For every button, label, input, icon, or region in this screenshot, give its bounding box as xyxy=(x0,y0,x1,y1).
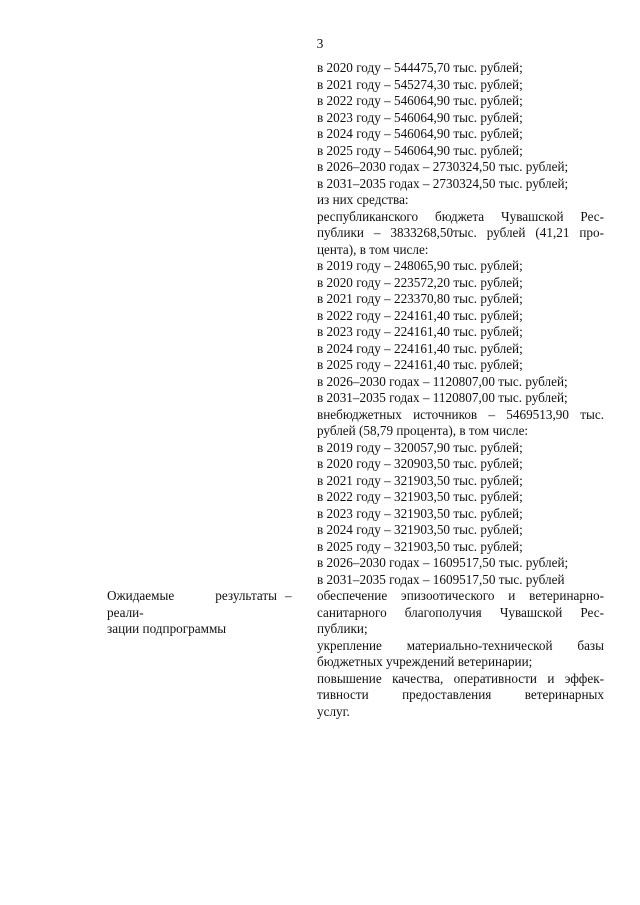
finance-line: цента), в том числе: xyxy=(317,241,429,257)
label-line: зации подпрограммы xyxy=(107,621,227,636)
finance-line: республиканского бюджета Чувашской Рес- xyxy=(317,208,604,224)
finance-line: в 2020 году – 223572,20 тыс. рублей; xyxy=(317,274,523,290)
finance-line: публики – 3833268,50тыс. рублей (41,21 про- xyxy=(317,225,604,240)
finance-line: в 2025 году – 321903,50 тыс. рублей; xyxy=(317,538,523,554)
finance-line: в 2019 году – 248065,90 тыс. рублей; xyxy=(317,258,523,273)
result-line: санитарного благополучия Чувашской Рес- xyxy=(317,604,604,620)
result-line: обеспечение эпизоотического и ветеринарно- xyxy=(317,588,604,603)
finance-line: в 2023 году – 546064,90 тыс. рублей; xyxy=(317,109,523,125)
finance-line: в 2020 году – 544475,70 тыс. рублей; xyxy=(317,60,523,75)
result-line: тивности предоставления ветеринарных xyxy=(317,687,604,702)
finance-line: в 2020 году – 320903,50 тыс. рублей; xyxy=(317,456,523,471)
finance-line: в 2024 году – 224161,40 тыс. рублей; xyxy=(317,340,523,356)
finance-line: в 2024 году – 546064,90 тыс. рублей; xyxy=(317,126,523,141)
finance-line: в 2031–2035 годах – 1120807,00 тыс. рублей; xyxy=(317,390,568,405)
page-number: 3 xyxy=(316,36,324,51)
finance-line: в 2022 году – 546064,90 тыс. рублей; xyxy=(317,93,523,108)
expected-results-content xyxy=(317,588,604,720)
result-line: укрепление материально-технической базы xyxy=(317,637,604,653)
finance-line: в 2024 году – 321903,50 тыс. рублей; xyxy=(317,522,523,537)
result-line: публики; xyxy=(317,621,368,636)
finance-line: в 2026–2030 годах – 1120807,00 тыс. рублей; xyxy=(317,373,568,389)
finance-line: в 2023 году – 224161,40 тыс. рублей; xyxy=(317,324,523,339)
finance-line: в 2026–2030 годах – 1609517,50 тыс. рублей; xyxy=(317,555,569,570)
result-line: услуг. xyxy=(317,703,350,719)
finance-line: в 2023 году – 321903,50 тыс. рублей; xyxy=(317,505,523,521)
finance-line: в 2021 году – 321903,50 тыс. рублей; xyxy=(317,472,523,488)
finance-line: в 2031–2035 годах – 1609517,50 тыс. рублей xyxy=(317,571,565,587)
finance-line: в 2025 году – 546064,90 тыс. рублей; xyxy=(317,142,523,158)
label-line: Ожидаемые результаты реали- xyxy=(107,588,277,620)
result-line: повышение качества, оперативности и эффек- xyxy=(317,670,604,686)
expected-results-label xyxy=(107,588,277,638)
finance-line: из них средства: xyxy=(317,192,409,207)
finance-line: в 2022 году – 224161,40 тыс. рублей; xyxy=(317,307,523,323)
finance-line: в 2026–2030 годах – 2730324,50 тыс. рублей; xyxy=(317,159,569,174)
finance-line: внебюджетных источников – 5469513,90 тыс. xyxy=(317,406,604,422)
finance-line: рублей (58,79 процента), в том числе: xyxy=(317,423,529,438)
finance-line: в 2025 году – 224161,40 тыс. рублей; xyxy=(317,357,523,372)
finance-line: в 2019 году – 320057,90 тыс. рублей; xyxy=(317,439,523,455)
result-line: бюджетных учреждений ветеринарии; xyxy=(317,654,533,669)
finance-line: в 2021 году – 223370,80 тыс. рублей; xyxy=(317,291,523,306)
dash-separator: – xyxy=(285,588,292,603)
finance-line: в 2031–2035 годах – 2730324,50 тыс. рублей; xyxy=(317,175,569,191)
finance-line: в 2022 году – 321903,50 тыс. рублей; xyxy=(317,489,523,504)
financing-volumes-block xyxy=(317,60,604,588)
finance-line: в 2021 году – 545274,30 тыс. рублей; xyxy=(317,76,523,92)
